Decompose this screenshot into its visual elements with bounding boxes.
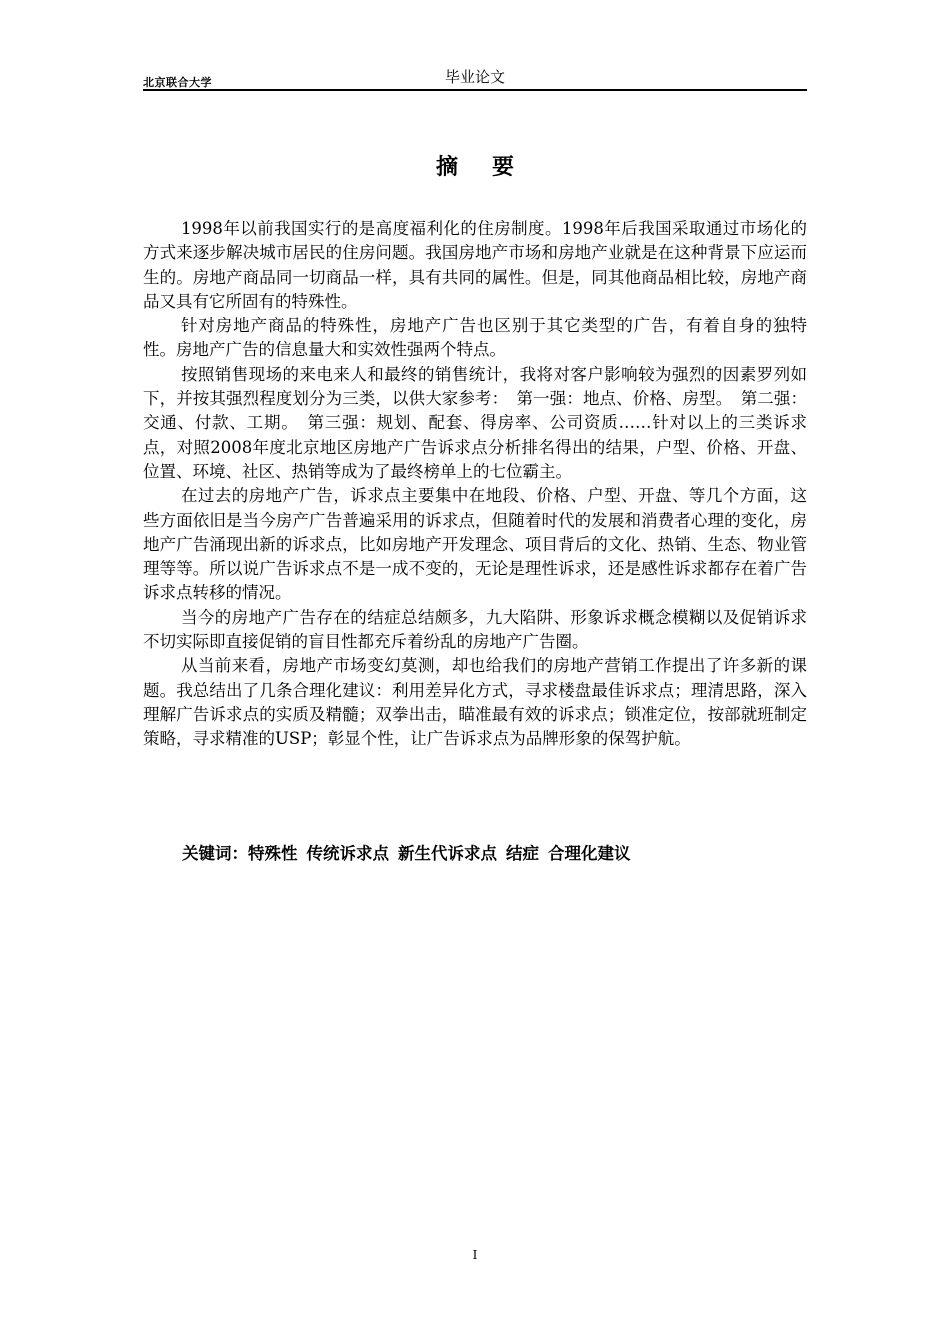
keywords-line bbox=[182, 840, 640, 864]
abstract-paragraph: 1998年以前我国实行的是高度福利化的住房制度。1998年后我国采取通过市场化的方式来逐步解决城市居民的住房问题。我国房地产市场和房地产业就是在这种背景下应运而生的。房地产商品同一切商品一样，具有共同的属性。但是，同其他商品相比较，房地产商品又具有它所固有的特殊性。 bbox=[143, 219, 807, 311]
page-number: I bbox=[472, 1248, 478, 1262]
keyword-item: 合理化建议 bbox=[548, 844, 631, 863]
abstract-title: 摘要 bbox=[435, 155, 548, 180]
abstract-paragraph: 从当前来看，房地产市场变幻莫测，却也给我们的房地产营销工作提出了许多新的课题。我总结出了几条合理化建议：利用差异化方式，寻求楼盘最佳诉求点；理清思路，深入理解广告诉求点的实质及精髓；双拳出击，瞄准最有效的诉求点；锁准定位，按部就班制定策略，寻求精准的USP；彰显个性，让广告诉求点为品牌形象的保驾护航。 bbox=[143, 656, 807, 749]
header-doc-type: 毕业论文 bbox=[444, 68, 505, 86]
header-divider bbox=[143, 89, 807, 91]
abstract-paragraph: 在过去的房地产广告，诉求点主要集中在地段、价格、户型、开盘、等几个方面，这些方面依旧是当今房产广告普遍采用的诉求点，但随着时代的发展和消费者心理的变化，房地产广告涌现出新的诉求点，比如房地产开发理念、项目背后的文化、热销、生态、物业管理等等。所以说广告诉求点不是一成不变的，无论是理性诉求，还是感性诉求都存在着广告诉求点转移的情况。 bbox=[143, 486, 807, 603]
header-school-name: 北京联合大学 bbox=[143, 76, 212, 89]
keyword-item: 新生代诉求点 bbox=[398, 844, 497, 863]
keyword-item: 特殊性 bbox=[248, 844, 298, 863]
abstract-body bbox=[143, 217, 807, 752]
keyword-item: 结症 bbox=[506, 844, 539, 863]
abstract-paragraph: 针对房地产商品的特殊性，房地产广告也区别于其它类型的广告，有着自身的独特性。房地产广告的信息量大和实效性强两个特点。 bbox=[143, 316, 807, 360]
abstract-paragraph: 当今的房地产广告存在的结症总结颇多，九大陷阱、形象诉求概念模糊以及促销诉求不切实际即直接促销的盲目性都充斥着纷乱的房地产广告圈。 bbox=[143, 607, 807, 652]
page-header bbox=[143, 66, 807, 90]
keyword-item: 传统诉求点 bbox=[306, 844, 389, 863]
keywords-label: 关键词： bbox=[182, 844, 248, 863]
abstract-paragraph: 按照销售现场的来电来人和最终的销售统计，我将对客户影响较为强烈的因素罗列如下，并按其强烈程度划分为三类，以供大家参考： 第一强：地点、价格、房型。 第二强：交通、付款、工期。 第三强：规划、配套、得房率、公司资质……针对以上的三类诉求点，对照2008年度北京地区房地产广告诉求点分析排名得出的结果，户型、价格、开盘、位置、环境、社区、热销等成为了最终榜单上的七位霸主。 bbox=[143, 364, 807, 481]
